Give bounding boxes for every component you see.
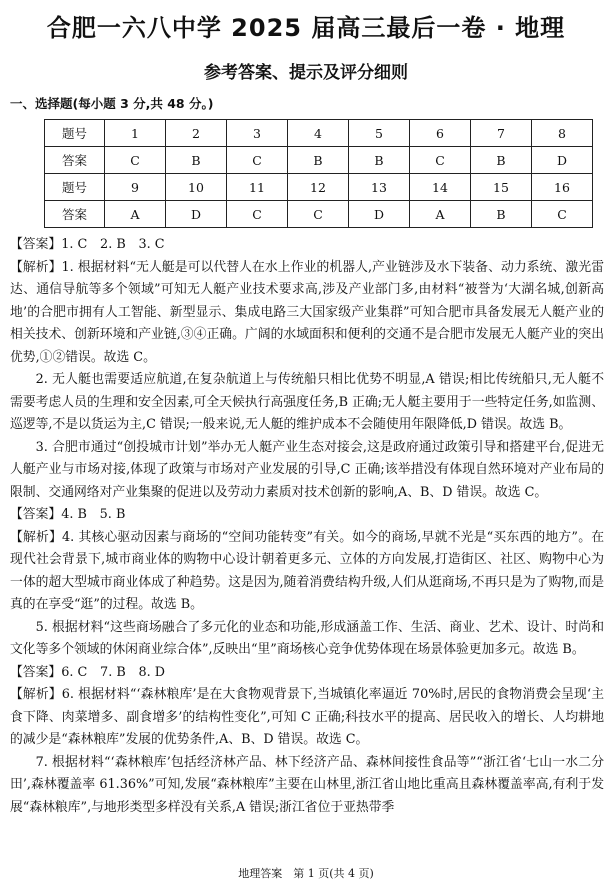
table-cell: C (105, 147, 166, 174)
table-cell: D (349, 201, 410, 228)
explanation-paragraph: 【解析】4. 其核心驱动因素与商场的“空间功能转变”有关。如今的商场,早就不光是“买东西的地方”。在现代社会背景下,城市商业体的购物中心设计朝着更多元、立体的方向发展,打造街区、社区、购物中心为一体的超大型城市商业体成了种趋势。这是因为,随着消费结构升级,人们从逛商场,不再只是为了购物,而是真的在享受“逛”的过程。故选 B。 (10, 529, 604, 612)
table-cell: 16 (532, 174, 593, 201)
table-row (45, 120, 593, 147)
table-cell: A (410, 201, 471, 228)
table-row (45, 201, 593, 228)
explanation-paragraph: 7. 根据材料“‘森林粮库’包括经济林产品、林下经济产品、森林间接性食品等”“浙江省‘七山一水二分田’,森林覆盖率 61.36%”可知,发展“森林粮库”主要在山林里,浙江省山地比重高且森林覆盖率高,有利于发展“森林粮库”,与地形类型多样没有关系,A 错误;浙江省位于亚热带季 (10, 754, 604, 815)
table-cell: A (105, 201, 166, 228)
explanation-text (10, 234, 604, 819)
answer-line: 【答案】1. C 2. B 3. C (10, 237, 165, 252)
table-cell: 8 (532, 120, 593, 147)
table-cell: C (288, 201, 349, 228)
table-cell: D (166, 201, 227, 228)
table-cell: C (227, 147, 288, 174)
table-cell: 14 (410, 174, 471, 201)
table-cell: C (532, 201, 593, 228)
table-cell: 2 (166, 120, 227, 147)
table-cell: 15 (471, 174, 532, 201)
page-footer: 地理答案 第 1 页(共 4 页) (238, 867, 374, 880)
explanation-paragraph: 3. 合肥市通过“创投城市计划”举办无人艇产业生态对接会,这是政府通过政策引导和搭建平台,促进无人艇产业与市场对接,体现了政策与市场对产业发展的引导,C 正确;该举措没有体现自然环境对产业布局的限制、交通网络对产业集聚的促进以及劳动力素质对技术创新的影响,A、B、D 错误。故选 C。 (10, 439, 604, 500)
table-cell: 10 (166, 174, 227, 201)
table-cell: 9 (105, 174, 166, 201)
table-cell: 12 (288, 174, 349, 201)
page-subtitle: 参考答案、提示及评分细则 (204, 63, 408, 83)
table-cell: 13 (349, 174, 410, 201)
table-cell: B (349, 147, 410, 174)
section-heading: 一、选择题(每小题 3 分,共 48 分。) (10, 96, 214, 111)
answer-table (44, 119, 593, 228)
table-cell: B (288, 147, 349, 174)
table-cell: 5 (349, 120, 410, 147)
row-label: 题号 (45, 120, 105, 147)
table-cell: 7 (471, 120, 532, 147)
explanation-paragraph: 2. 无人艇也需要适应航道,在复杂航道上与传统船只相比优势不明显,A 错误;相比传统船只,无人艇不需要考虑人员的生理和安全因素,可全天候执行高强度任务,B 正确;无人艇主要用于一些特定任务,如监测、巡逻等,不是以货运为主,C 错误;一般来说,无人艇的维护成本不会随使用年限降低,D 错误。故选 B。 (10, 372, 604, 432)
explanation-paragraph: 【解析】6. 根据材料“‘森林粮库’是在大食物观背景下,当城镇化率逼近 70%时,居民的食物消费会呈现‘主食下降、肉菜增多、副食增多’的结构性变化”,可知 C 正确;科技水平的提高、居民收入的增长、人均耕地的减少是“森林粮库”发展的优势条件,A、B、D 错误。故选 C。 (10, 687, 604, 747)
table-row (45, 147, 593, 174)
table-cell: 1 (105, 120, 166, 147)
table-cell: 6 (410, 120, 471, 147)
table-cell: B (471, 147, 532, 174)
table-cell: 3 (227, 120, 288, 147)
table-cell: D (532, 147, 593, 174)
table-cell: C (227, 201, 288, 228)
table-cell: 11 (227, 174, 288, 201)
explanation-paragraph: 【解析】1. 根据材料“无人艇是可以代替人在水上作业的机器人,产业链涉及水下装备、动力系统、激光雷达、通信导航等多个领域”可知无人艇产业技术要求高,涉及产业部门多,由材料“被誉为‘大湖名城,创新高地’的合肥市拥有人工智能、新型显示、集成电路三大国家级产业集群”可知合肥市具备发展无人艇产业的相关技术、创新环境和产业链,③④正确。广阔的水域面积和便利的交通不是合肥市发展无人艇产业的突出优势,①②错误。故选 C。 (10, 259, 604, 365)
table-cell: 4 (288, 120, 349, 147)
row-label: 答案 (45, 201, 105, 228)
page-title: 合肥一六八中学 2025 届高三最后一卷 · 地理 (46, 14, 566, 42)
row-label: 题号 (45, 174, 105, 201)
table-cell: B (471, 201, 532, 228)
explanation-paragraph: 5. 根据材料“这些商场融合了多元化的业态和功能,形成涵盖工作、生活、商业、艺术、设计、时尚和文化等多个领域的休闲商业综合体”,反映出“里”商场核心竞争优势体现在场景体验更加多元。故选 B。 (10, 619, 604, 657)
answer-line: 【答案】6. C 7. B 8. D (10, 664, 166, 680)
table-cell: C (410, 147, 471, 174)
row-label: 答案 (45, 147, 105, 174)
table-cell: B (166, 147, 227, 174)
answer-line: 【答案】4. B 5. B (10, 507, 126, 522)
table-row (45, 174, 593, 201)
